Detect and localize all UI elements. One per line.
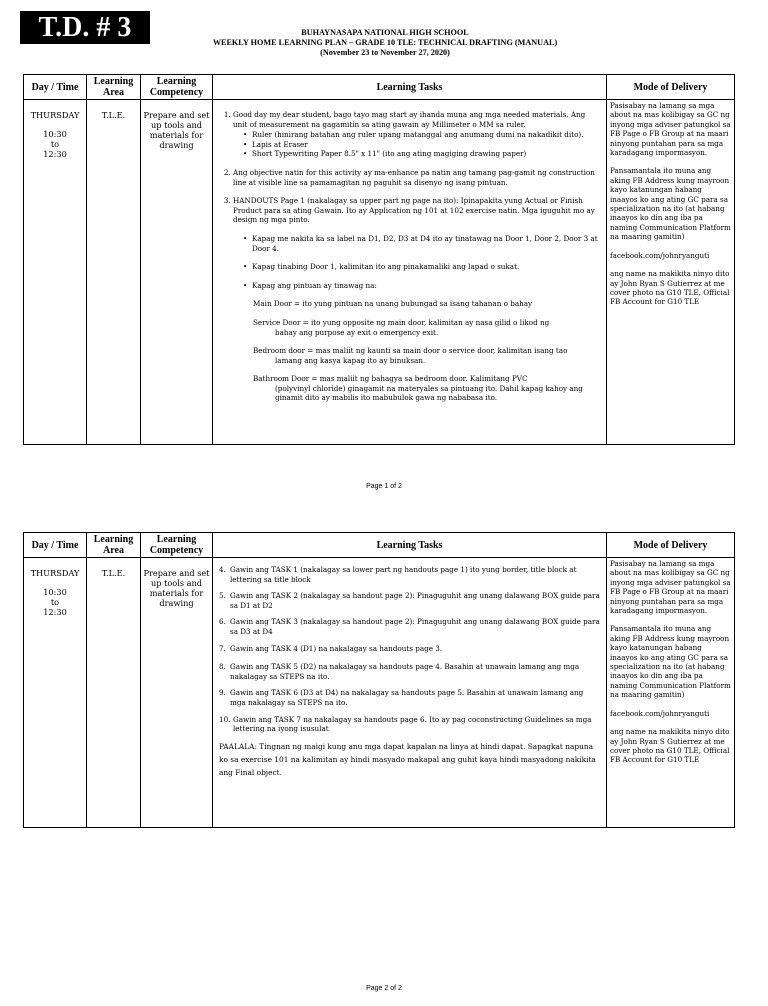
door-definition-service	[253, 318, 601, 337]
learning-competency-cell: Prepare and set up tools and materials for drawing	[141, 558, 213, 828]
task-text: Gawin ang TASK 6 (D3 at D4) na nakalagay sa handouts page 5. Basahin at unawain lamang ang mga nakalagay sa STEPS na ito.	[230, 688, 584, 707]
supply-item: • Lapis at Eraser	[243, 140, 601, 150]
header-learning-area: Learning Area	[87, 75, 141, 100]
delivery-note-2: Pansamantala ito muna ang aking FB Address kung mayroon kayo katanungan habang inaayos ko ang ating GC para sa specialization na ito (at habang inaayos ko din ang iba pa naming Communication Platform na maaring gamitin)	[610, 166, 731, 242]
header-day-time: Day / Time	[24, 75, 87, 100]
learning-area-cell: T.L.E.	[87, 100, 141, 445]
facebook-link[interactable]: facebook.com/johnryanguti	[610, 708, 710, 718]
time-end: 12:30	[43, 607, 67, 617]
task-number: 5.	[219, 591, 226, 601]
task-item-8	[219, 662, 601, 681]
day-time-cell	[24, 558, 87, 828]
task-text: Gawin ang TASK 2 (nakalagay sa handout page 2): Pinaguguhit ang unang dalawang BOX guide para sa D1 at D2	[230, 591, 600, 610]
day: THURSDAY	[30, 110, 80, 120]
mode-of-delivery-cell	[607, 558, 735, 828]
page-footer-1: Page 1 of 2	[366, 483, 402, 490]
delivery-note-2: Pansamantala ito muna ang aking FB Address kung mayroon kayo katanungan habang inaayos ko ang ating GC para sa specialization na ito (at habang inaayos ko din ang iba pa naming Communication Platform na maaring gamitin)	[610, 624, 731, 700]
task-number: 10.	[219, 714, 231, 724]
time-end: 12:30	[43, 149, 67, 159]
door-definition-text: Main Door = ito yung pintuan na unang bubungad sa isang tahanan o bahay	[253, 299, 533, 309]
plan-dates: (November 23 to November 27, 2020)	[320, 48, 450, 57]
task-item-1	[233, 110, 601, 159]
delivery-note-3: ang name na makikita ninyo dito ay John Ryan S Gutierrez at me cover photo na G10 TLE, Official FB Account for G10 TLE	[610, 269, 730, 307]
header-day-time: Day / Time	[24, 533, 87, 558]
door-definition-continued: (polyvinyl chloride) ginagamit na materyales sa pintuang ito. Dahil kapag kahoy ang ginamit dito ay mabilis ito mabubulok gawa ng nababasa ito.	[275, 383, 583, 403]
door-definition-main	[253, 299, 601, 309]
delivery-note-3: ang name na makikita ninyo dito ay John Ryan S Gutierrez at me cover photo na G10 TLE, Official FB Account for G10 TLE	[610, 727, 730, 765]
task-item-4	[219, 565, 601, 584]
task-item-10	[219, 715, 601, 734]
task-text: Gawin ang TASK 5 (D2) na nakalagay sa handouts page 4. Basahin at unawain lamang ang mga nakalagay sa STEPS na ito.	[230, 662, 580, 681]
task-number: 9.	[219, 688, 226, 698]
door-definition-continued: lamang ang kasya kapag ito ay binuksan.	[275, 355, 426, 365]
mode-of-delivery-cell	[607, 100, 735, 445]
header-learning-tasks: Learning Tasks	[213, 533, 607, 558]
task-item-3-text: HANDOUTS Page 1 (nakalagay sa upper part ng page na ito): Ipinapakita yung Actual or Finish Product para sa ating Gawain. Ito ay Application ng 101 at 102 exercise natin. Mga iguguhit mo ay design ng mga pinto.	[233, 196, 595, 225]
task-item-6	[219, 617, 601, 636]
task-number: 8.	[219, 662, 226, 672]
plan-table-page-2	[23, 532, 735, 828]
header-mode-of-delivery: Mode of Delivery	[607, 533, 735, 558]
day-time-cell	[24, 100, 87, 445]
document-header	[150, 28, 620, 58]
time-to: to	[50, 139, 60, 149]
time-start: 10:30	[43, 129, 67, 139]
header-learning-tasks: Learning Tasks	[213, 75, 607, 100]
learning-area-cell: T.L.E.	[87, 558, 141, 828]
task-item-3	[233, 196, 601, 403]
task-item-7	[219, 644, 601, 654]
task-text: Gawin ang TASK 3 (nakalagay sa handout page 2): Pinaguguhit ang unang dalawang BOX guide para sa D3 at D4	[230, 617, 600, 636]
school-name: BUHAYNASAPA NATIONAL HIGH SCHOOL	[301, 28, 469, 37]
page-footer-2: Page 2 of 2	[366, 985, 402, 992]
task-text: Gawin ang TASK 4 (D1) na nakalagay sa handouts page 3.	[230, 643, 443, 653]
door-definition-text: Service Door = ito yung opposite ng main door, kalimitan ay nasa gilid o likod ng	[253, 317, 550, 327]
learning-tasks-cell	[213, 558, 607, 828]
door-definition-text: Bathroom Door = mas maliit ng bahagya sa bedroom door. Kalimitang PVC	[253, 374, 528, 384]
delivery-note-1: Pasisabay na lamang sa mga about na mas kolibigay sa GC ng inyong mga adviser patungkol sa FB Page o FB Group at na maari ninyong puntahan para sa mga karadagang impormasyon.	[610, 559, 731, 616]
door-note: • Kapag ang pintuan ay tinawag na:	[243, 281, 601, 291]
task-text: Gawin ang TASK 7 na nakalagay sa handouts page 6. Ito ay pag coconstructing Guidelines sa mga lettering na iyong isusulat	[233, 714, 592, 734]
task-item-9	[219, 688, 601, 707]
door-definition-continued: bahay ang purpose ay exit o emergency exit.	[275, 327, 439, 337]
title-badge: T.D. # 3	[20, 11, 150, 44]
supply-item: • Short Typewriting Paper 8.5" x 11" (ito ang ating magiging drawing paper)	[243, 149, 601, 159]
door-note: • Kapag me nakita ka sa label na D1, D2, D3 at D4 ito ay tinatawag na Door 1, Door 2, Door 3 at Door 4.	[243, 234, 601, 253]
plan-table-page-1	[23, 74, 735, 445]
day: THURSDAY	[30, 568, 80, 578]
plan-title: WEEKLY HOME LEARNING PLAN – GRADE 10 TLE: TECHNICAL DRAFTING (MANUAL)	[212, 38, 558, 47]
header-mode-of-delivery: Mode of Delivery	[607, 75, 735, 100]
task-number: 4.	[219, 565, 226, 574]
learning-tasks-cell	[213, 100, 607, 445]
task-number: 7.	[219, 643, 226, 653]
facebook-link[interactable]: facebook.com/johnryanguti	[610, 250, 710, 260]
supply-item: • Ruler (hinirang batahan ang ruler upang matanggal ang anumang dumi na nakadikit dito).	[243, 130, 601, 140]
header-learning-competency: Learning Competency	[141, 75, 213, 100]
task-item-5	[219, 591, 601, 610]
task-text: Gawin ang TASK 1 (nakalagay sa lower part ng handouts page 1) ito yung border, title block at lettering sa title block	[230, 565, 577, 584]
paalala-reminder: PAALALA: Tingnan ng maigi kung anu mga dapat kapalan na linya at hindi dapat. Sapagkat napuna ko sa exercise 101 na kalimitan ay hindi masyado makapal ang guhit kaya hindi masyadong nakikita ang Final object.	[219, 741, 596, 777]
task-item-2: 2. Ang objective natin for this activity ay ma-enhance pa natin ang tamang pag-gamit ng construction line at visible line sa pamamagitan ng paguhit sa disenyo ng isang pintuan.	[233, 168, 601, 187]
delivery-note-1: Pasisabay na lamang sa mga about na mas kolibigay sa GC ng inyong mga adviser patungkol sa FB Page o FB Group at na maari ninyong puntahan para sa mga karadagang impormasyon.	[610, 101, 731, 158]
door-definition-text: Bedroom door = mas maliit ng kaunti sa main door o service door, kalimitan isang tao	[253, 346, 568, 356]
time-start: 10:30	[43, 587, 67, 597]
time-to: to	[50, 597, 60, 607]
door-definition-bedroom	[253, 346, 601, 365]
task-number: 6.	[219, 617, 226, 627]
learning-competency-cell: Prepare and set up tools and materials for drawing	[141, 100, 213, 445]
header-learning-area: Learning Area	[87, 533, 141, 558]
door-note: • Kapag tinabing Door 1, kalimitan ito ang pinakamaliki ang lapad o sukat.	[243, 262, 601, 272]
task-item-1-text: Good day my dear student, bago tayo mag start ay ihanda muna ang mga needed materials. Ang unit of measurement na gagamitin sa ating gawain ay Millimeter o MM sa ruler.	[233, 110, 586, 129]
door-definition-bathroom	[253, 374, 601, 403]
header-learning-competency: Learning Competency	[141, 533, 213, 558]
